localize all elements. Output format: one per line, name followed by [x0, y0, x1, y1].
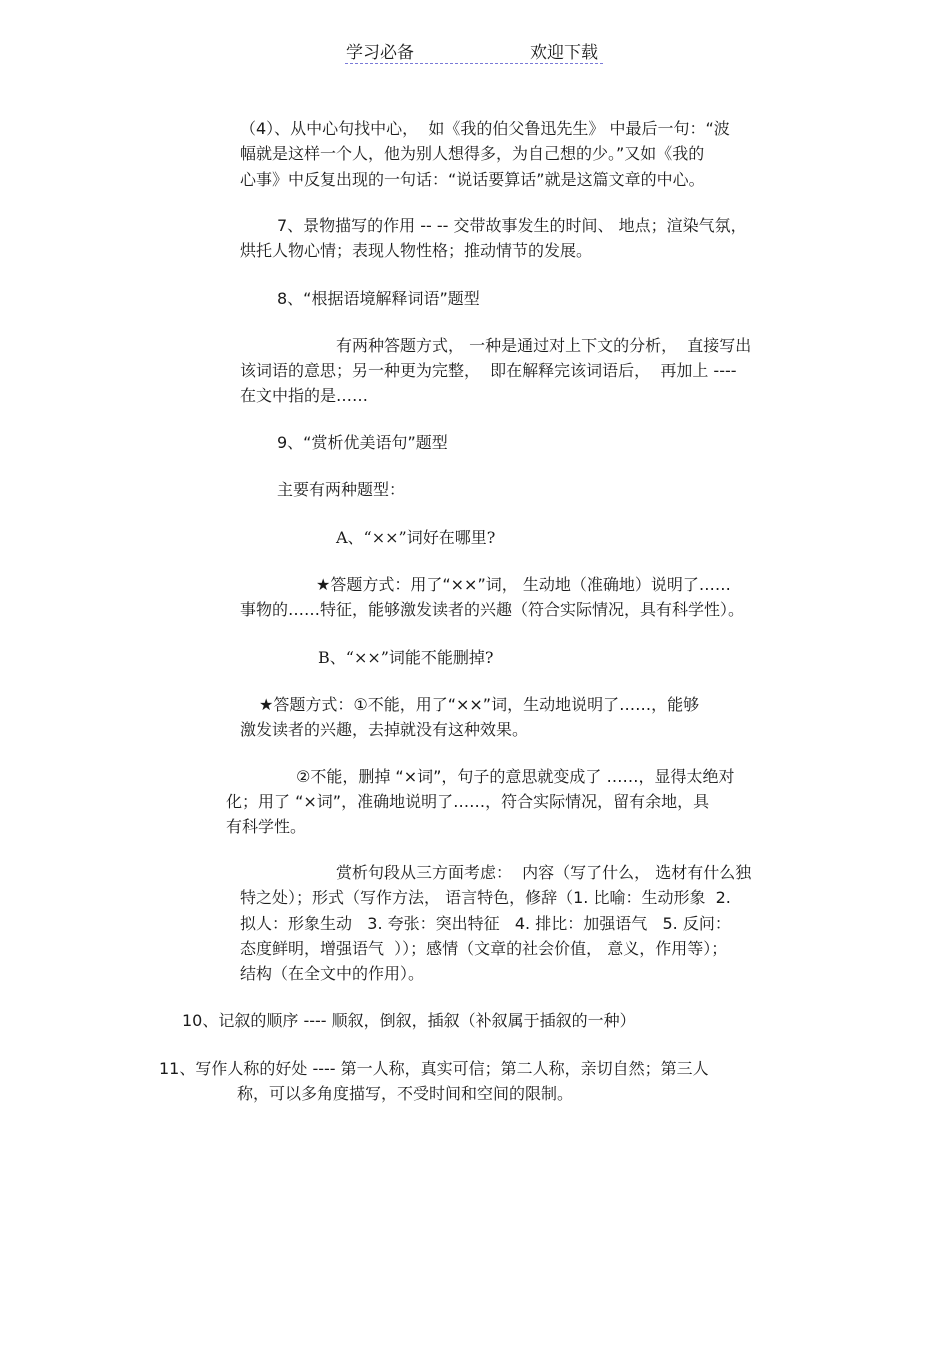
text-line: 10、记叙的顺序 ---- 顺叙，倒叙，插叙（补叙属于插叙的一种）: [182, 1011, 636, 1030]
text-line: ★答题方式：①不能，用了“××”词，生动地说明了……，能够: [259, 695, 700, 714]
text-line: 有两种答题方式， 一种是通过对上下文的分析， 直接写出: [336, 336, 752, 355]
text-line: 该词语的意思；另一种更为完整， 即在解释完该词语后， 再加上 ----: [240, 361, 737, 380]
text-line: 心事》中反复出现的一句话：“说话要算话”就是这篇文章的中心。: [240, 170, 705, 189]
text-line: 7、景物描写的作用 -- -- 交带故事发生的时间、 地点；渲染气氛，: [277, 216, 747, 235]
text-line: 主要有两种题型：: [277, 480, 406, 499]
text-line: 9、“赏析优美语句”题型: [277, 433, 448, 452]
header-rule: [345, 63, 603, 64]
text-line: 8、“根据语境解释词语”题型: [277, 289, 480, 308]
text-line: （4）、从中心句找中心， 如《我的伯父鲁迅先生》 中最后一句：“波: [240, 119, 730, 138]
header-right: 欢迎下载: [530, 43, 598, 63]
text-line: 烘托人物心情；表现人物性格；推动情节的发展。: [240, 241, 593, 260]
text-line: 称，可以多角度描写，不受时间和空间的限制。: [237, 1084, 574, 1103]
text-line: A、“××”词好在哪里?: [336, 528, 496, 547]
text-line: ★答题方式：用了“××”词， 生动地（准确地）说明了……: [316, 575, 731, 594]
text-line: 赏析句段从三方面考虑： 内容（写了什么， 选材有什么独: [336, 863, 752, 882]
text-line: 特之处）；形式（写作方法， 语言特色，修辞（1. 比喻：生动形象 2.: [240, 888, 731, 907]
text-line: B、“××”词能不能删掉?: [318, 648, 494, 667]
text-line: 有科学性。: [226, 817, 307, 836]
text-line: 态度鲜明，增强语气 ））；感情（文章的社会价值， 意义，作用等）；: [240, 939, 728, 958]
text-line: 11、写作人称的好处 ---- 第一人称，真实可信；第二人称，亲切自然；第三人: [159, 1059, 709, 1078]
text-line: 事物的……特征，能够激发读者的兴趣（符合实际情况，具有科学性）。: [240, 600, 745, 619]
header-left: 学习必备: [346, 43, 414, 63]
text-line: 拟人：形象生动 3. 夸张：突出特征 4. 排比：加强语气 5. 反问：: [240, 914, 731, 933]
text-line: 激发读者的兴趣，去掉就没有这种效果。: [240, 720, 529, 739]
text-line: 结构（在全文中的作用）。: [240, 964, 425, 983]
text-line: 在文中指的是……: [240, 386, 369, 405]
text-line: 化；用了 “×词”，准确地说明了……，符合实际情况，留有余地，具: [226, 792, 710, 811]
text-line: 幅就是这样一个人，他为别人想得多，为自己想的少。”又如《我的: [240, 144, 705, 163]
text-line: ②不能，删掉 “×词”，句子的意思就变成了 ……，显得太绝对: [296, 767, 735, 786]
